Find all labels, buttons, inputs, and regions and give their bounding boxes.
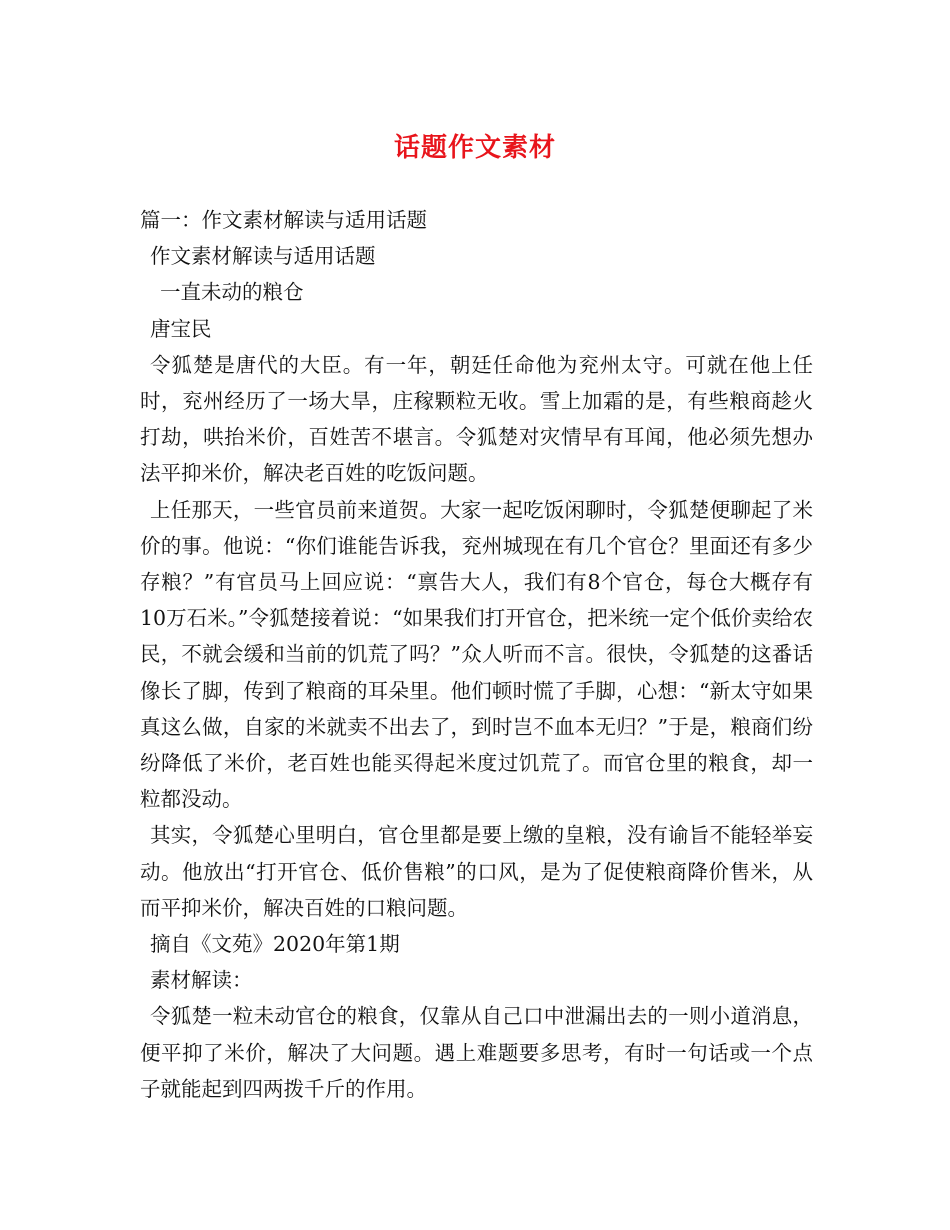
document-body bbox=[140, 202, 813, 1107]
paragraph: 令狐楚是唐代的大臣。有一年，朝廷任命他为兖州太守。可就在他上任时，兖州经历了一场大旱，庄稼颗粒无收。雪上加霜的是，有些粮商趁火打劫，哄抬米价，百姓苦不堪言。令狐楚对灾情早有耳闻，他必须先想办法平抑米价，解决老百姓的吃饭问题。 bbox=[140, 352, 813, 486]
analysis-text: 令狐楚一粒未动官仓的粮食，仅靠从自己口中泄漏出去的一则小道消息，便平抑了米价，解决了大问题。遇上难题要多思考，有时一句话或一个点子就能起到四两拨千斤的作用。 bbox=[140, 1004, 813, 1101]
source-citation: 摘自《文苑》2020年第1期 bbox=[150, 932, 400, 957]
paragraph: 其实，令狐楚心里明白，官仓里都是要上缴的皇粮，没有谕旨不能轻举妄动。他放出“打开官仓、低价售粮”的口风，是为了促使粮商降价售米，从而平抑米价，解决百姓的口粮问题。 bbox=[140, 823, 813, 920]
story-title: 一直未动的粮仓 bbox=[160, 280, 304, 305]
heading-secondary: 作文素材解读与适用话题 bbox=[150, 244, 376, 269]
document-title: 话题作文素材 bbox=[393, 133, 556, 163]
paragraph: 上任那天，一些官员前来道贺。大家一起吃饭闲聊时，令狐楚便聊起了米价的事。他说：“你们谁能告诉我，兖州城现在有几个官仓？里面还有多少存粮？”有官员马上回应说：“禀告大人，我们有8个官仓，每仓大概存有10万石米。”令狐楚接着说：“如果我们打开官仓，把米统一定个低价卖给农民，不就会缓和当前的饥荒了吗？”众人听而不言。很快，令狐楚的这番话像长了脚，传到了粮商的耳朵里。他们顿时慌了手脚，心想：“新太守如果真这么做，自家的米就卖不出去了，到时岂不血本无归？”于是，粮商们纷纷降低了米价，老百姓也能买得起米度过饥荒了。而官仓里的粮食，却一粒都没动。 bbox=[140, 497, 813, 812]
analysis-label: 素材解读： bbox=[150, 968, 253, 993]
author-name: 唐宝民 bbox=[150, 316, 212, 341]
heading-primary: 篇一：作文素材解读与适用话题 bbox=[140, 208, 427, 232]
